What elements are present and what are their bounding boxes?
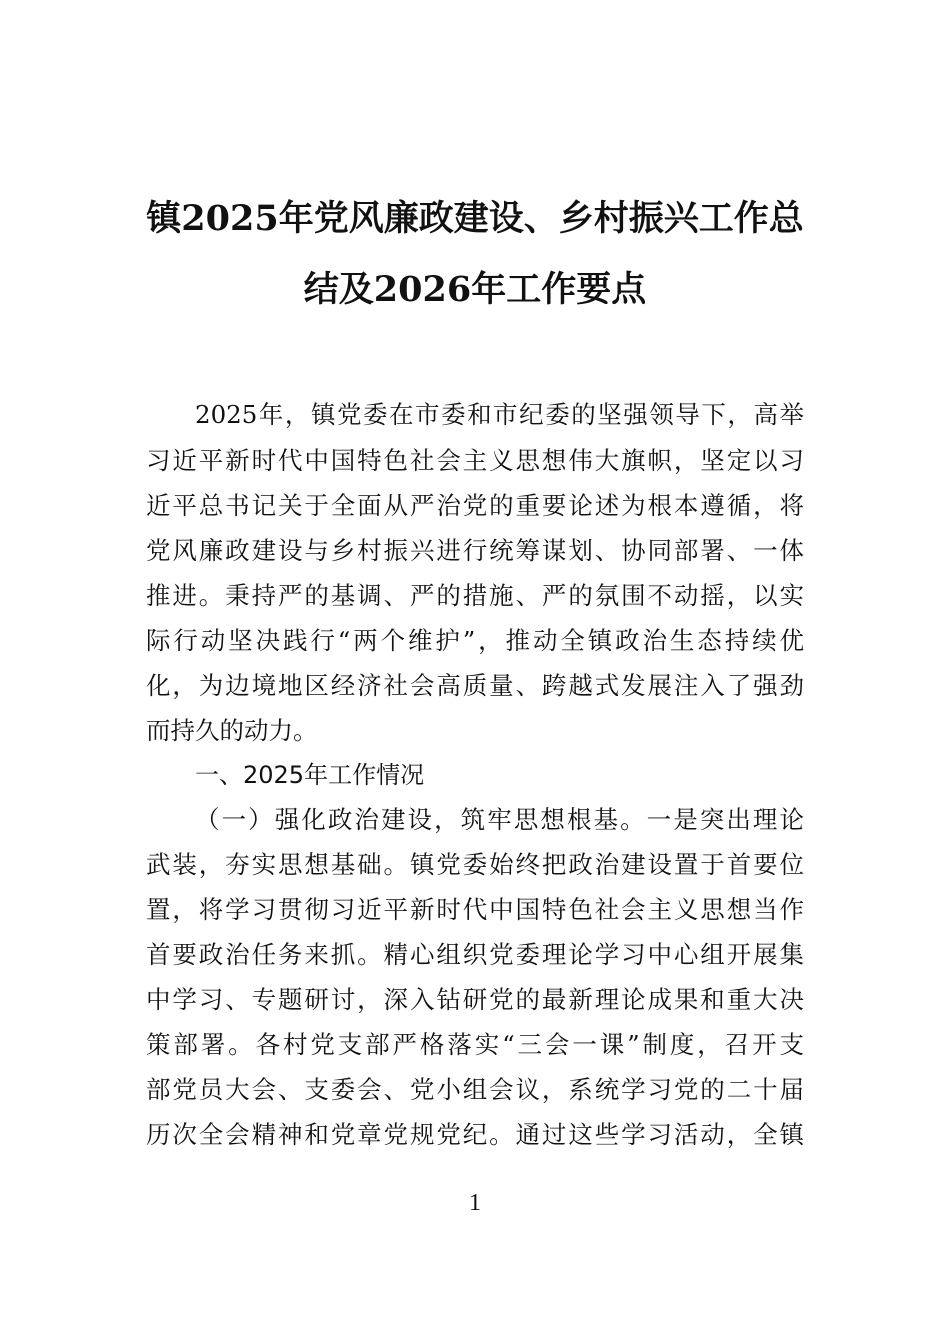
- page-number: 1: [469, 1190, 481, 1216]
- intro-paragraph-line: 党风廉政建设与乡村振兴进行统筹谋划、协同部署、一体: [146, 536, 804, 565]
- subsection-paragraph-line: 置，将学习贯彻习近平新时代中国特色社会主义思想当作: [146, 895, 804, 924]
- subsection-paragraph-line: 武装，夯实思想基础。镇党委始终把政治建设置于首要位: [146, 850, 804, 879]
- subsection-paragraph-line: 中学习、专题研讨，深入钻研党的最新理论成果和重大决: [146, 985, 804, 1014]
- document-title-line-1: 镇2025年党风廉政建设、乡村振兴工作总: [146, 198, 804, 239]
- intro-paragraph-line: 而持久的动力。: [146, 716, 318, 745]
- intro-paragraph-line: 化，为边境地区经济社会高质量、跨越式发展注入了强劲: [146, 671, 804, 700]
- subsection-paragraph-line: 策部署。各村党支部严格落实“三会一课”制度，召开支: [146, 1030, 804, 1059]
- subsection-paragraph-line: （一）强化政治建设，筑牢思想根基。一是突出理论: [195, 805, 804, 834]
- document-title-line-2: 结及2026年工作要点: [303, 269, 647, 310]
- subsection-paragraph-line: 首要政治任务来抓。精心组织党委理论学习中心组开展集: [146, 940, 804, 969]
- subsection-paragraph-line: 历次全会精神和党章党规党纪。通过这些学习活动，全镇: [146, 1120, 804, 1149]
- section-heading: 一、2025年工作情况: [195, 761, 425, 789]
- intro-paragraph-line: 推进。秉持严的基调、严的措施、严的氛围不动摇，以实: [146, 581, 804, 610]
- subsection-paragraph-line: 部党员大会、支委会、党小组会议，系统学习党的二十届: [146, 1075, 804, 1104]
- intro-paragraph-line: 习近平新时代中国特色社会主义思想伟大旗帜，坚定以习: [146, 446, 804, 475]
- intro-paragraph-line: 际行动坚决践行“两个维护”，推动全镇政治生态持续优: [146, 626, 804, 655]
- intro-paragraph-line: 2025年，镇党委在市委和市纪委的坚强领导下，高举: [195, 400, 804, 429]
- intro-paragraph-line: 近平总书记关于全面从严治党的重要论述为根本遵循，将: [146, 491, 804, 520]
